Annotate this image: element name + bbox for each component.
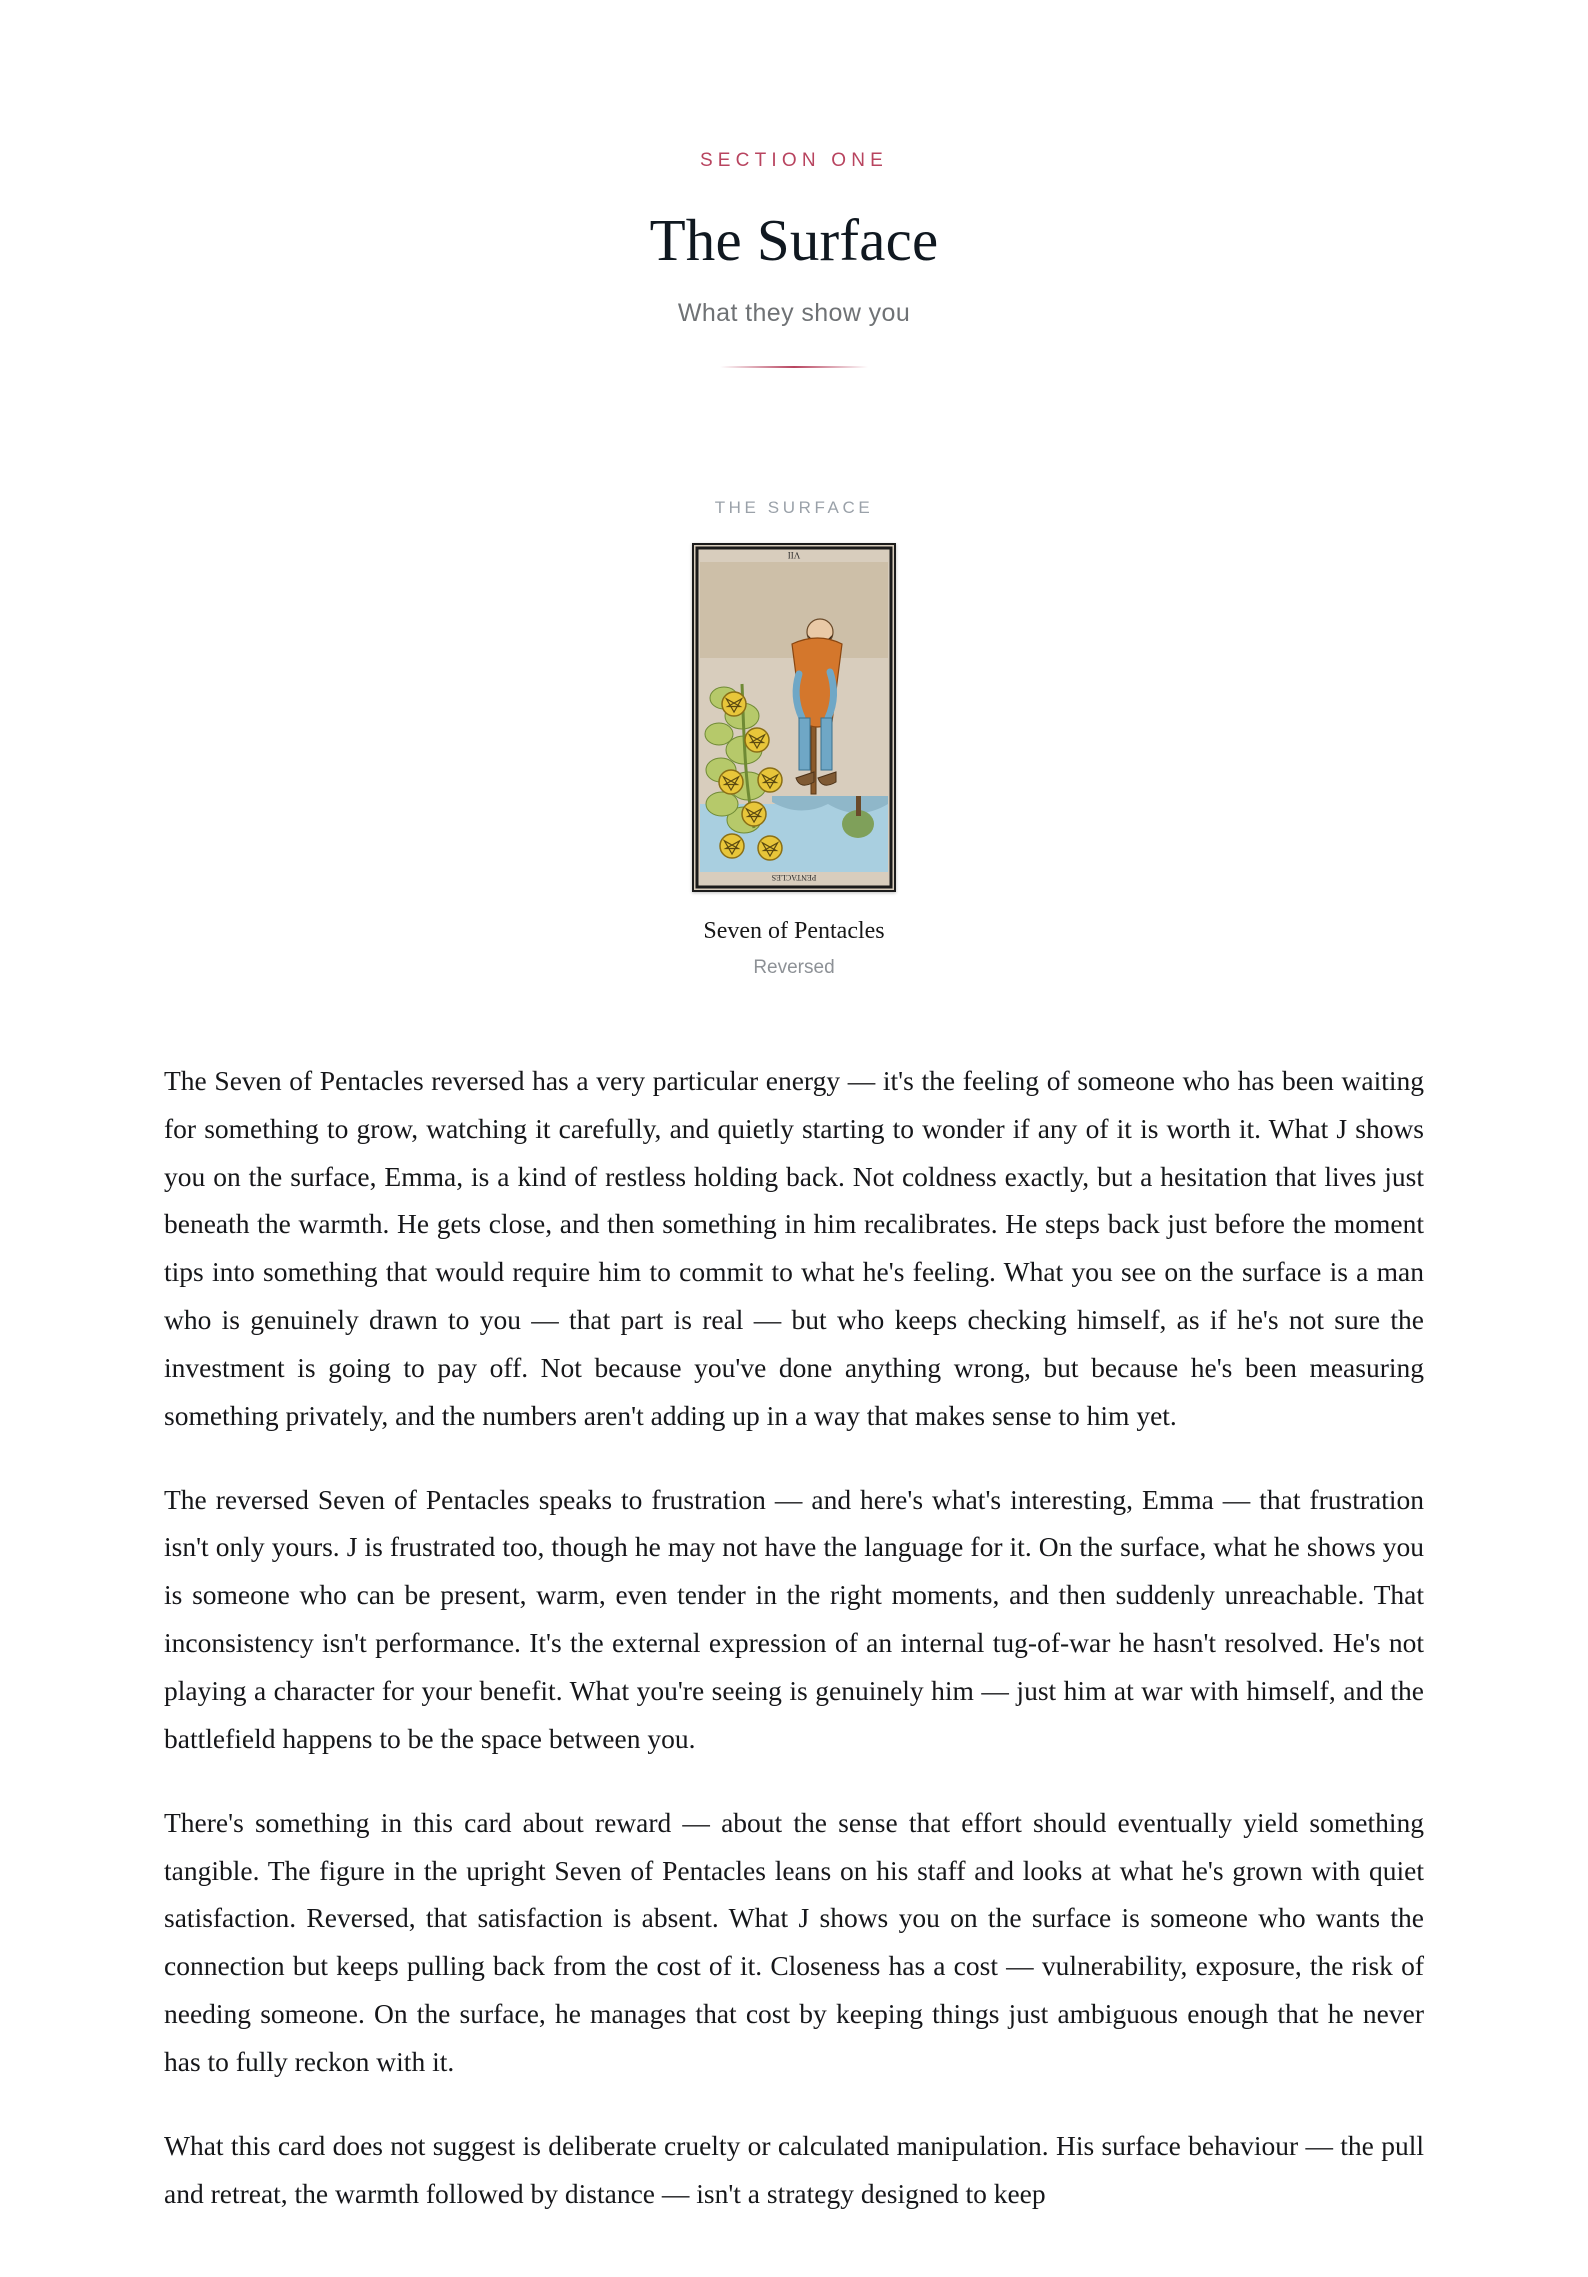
- svg-text:VII: VII: [787, 549, 801, 560]
- section-eyebrow: SECTION ONE: [699, 150, 889, 171]
- card-orientation: Reversed: [753, 956, 835, 978]
- tarot-card-artwork: [694, 545, 894, 890]
- paragraph: The reversed Seven of Pentacles speaks to frustration — and here's what's interesting, Emma — that frustration isn't only yours. J is frustrated too, though he may not have the language for it. On the surface, what he shows you is someone who can be present, warm, even tender in the right moments, and then suddenly unreachable. That inconsistency isn't performance. It's the external expression of an internal tug-of-war he hasn't resolved. He's not playing a character for your benefit. What you're seeing is genuinely him — just him at war with himself, and the battlefield happens to be the space between you.: [164, 1483, 1424, 1754]
- section-subtitle: What they show you: [677, 298, 911, 327]
- section-header: [0, 0, 1588, 368]
- card-name: Seven of Pentacles: [703, 917, 885, 944]
- paragraph: The Seven of Pentacles reversed has a very particular energy — it's the feeling of someone who has been waiting for something to grow, watching it carefully, and quietly starting to wonder if any of it is worth it. What J shows you on the surface, Emma, is a kind of restless holding back. Not coldness exactly, but a hesitation that lives just beneath the warmth. He gets close, and then something in him recalibrates. He steps back just before the moment tips into something that would require him to commit to what he's feeling. What you see on the surface is a man who is genuinely drawn to you — that part is real — but who keeps checking himself, as if he's not sure the investment is going to pay off. Not because you've done anything wrong, but because he's been measuring something privately, and the numbers aren't adding up in a way that makes sense to him yet.: [164, 1064, 1424, 1431]
- paragraph: There's something in this card about reward — about the sense that effort should eventually yield something tangible. The figure in the upright Seven of Pentacles leans on his staff and looks at what he's grown with quiet satisfaction. Reversed, that satisfaction is absent. What J shows you on the surface is someone who wants the connection but keeps pulling back from the cost of it. Closeness has a cost — vulnerability, exposure, the risk of needing someone. On the surface, he manages that cost by keeping things just ambiguous enough that he never has to fully reckon with it.: [164, 1806, 1424, 2077]
- page-title: The Surface: [649, 207, 939, 273]
- seven-of-pentacles-illustration: [694, 545, 894, 890]
- svg-text:PENTACLES: PENTACLES: [771, 872, 817, 882]
- paragraph: What this card does not suggest is deliberate cruelty or calculated manipulation. His surface behaviour — the pull and retreat, the warmth followed by distance — isn't a strategy designed to keep: [164, 2129, 1424, 2209]
- tarot-card-block: [0, 498, 1588, 979]
- divider-rule: [720, 366, 868, 368]
- tarot-card-image: [692, 543, 896, 892]
- reading-body: [164, 1057, 1424, 2218]
- card-position-label: THE SURFACE: [714, 497, 874, 517]
